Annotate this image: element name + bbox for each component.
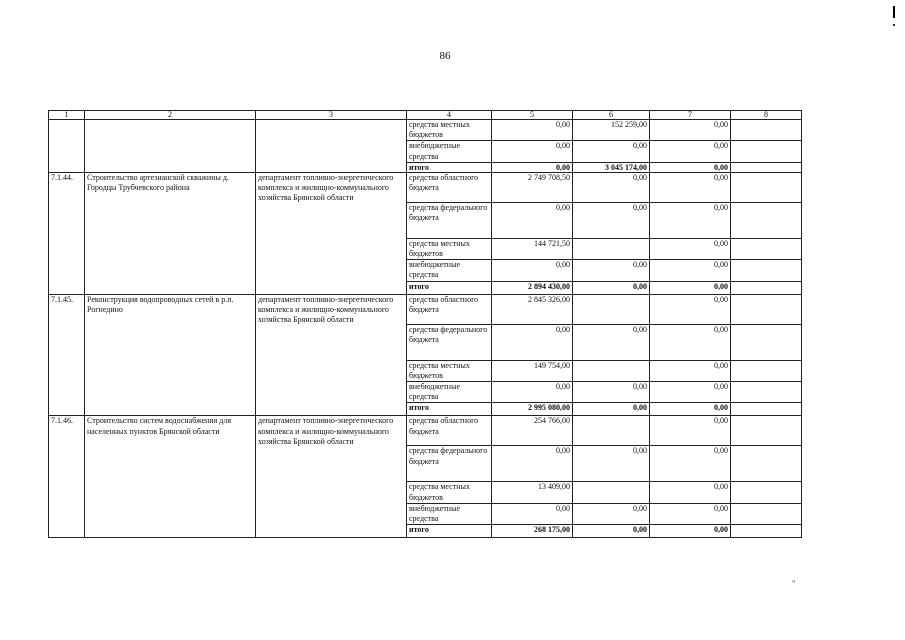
project-name: Строительство систем водоснабжения для населенных пунктов Брянской области: [85, 416, 256, 538]
col8-cell: [731, 324, 802, 360]
funding-source: внебюджетные средства: [407, 382, 492, 403]
amount-col5: 268 175,00: [492, 525, 573, 538]
amount-col7: 0,00: [650, 403, 731, 416]
funding-source: средства местных бюджетов: [407, 120, 492, 141]
name-cell: [85, 120, 256, 173]
amount-col5: 144 721,50: [492, 238, 573, 259]
amount-col5: 149 754,00: [492, 360, 573, 381]
amount-col6: [573, 238, 650, 259]
amount-col7: 0,00: [650, 120, 731, 141]
amount-col5: 254 766,00: [492, 416, 573, 446]
amount-col7: 0,00: [650, 446, 731, 482]
scan-mark: [893, 6, 895, 18]
code-cell: [49, 120, 85, 173]
closing-quote: ": [792, 579, 796, 588]
amount-col5: 0,00: [492, 162, 573, 172]
scan-dot: [893, 24, 895, 26]
funding-source: итого: [407, 403, 492, 416]
header-cell: 2: [85, 111, 256, 120]
amount-col5: 2 894 430,00: [492, 281, 573, 294]
col8-cell: [731, 281, 802, 294]
col8-cell: [731, 141, 802, 162]
amount-col7: 0,00: [650, 281, 731, 294]
amount-col6: 3 045 174,00: [573, 162, 650, 172]
col8-cell: [731, 382, 802, 403]
amount-col7: 0,00: [650, 382, 731, 403]
amount-col6: 152 259,00: [573, 120, 650, 141]
amount-col7: 0,00: [650, 503, 731, 524]
amount-col6: [573, 294, 650, 324]
project-code: 7.1.45.: [49, 294, 85, 416]
amount-col5: 2 845 326,00: [492, 294, 573, 324]
funding-source: средства областного бюджета: [407, 416, 492, 446]
amount-col7: 0,00: [650, 482, 731, 503]
budget-table: [48, 110, 802, 538]
col8-cell: [731, 120, 802, 141]
funding-source: средства местных бюджетов: [407, 482, 492, 503]
amount-col7: 0,00: [650, 172, 731, 202]
col8-cell: [731, 360, 802, 381]
header-cell: 6: [573, 111, 650, 120]
amount-col5: 0,00: [492, 503, 573, 524]
col8-cell: [731, 162, 802, 172]
amount-col6: 0,00: [573, 382, 650, 403]
amount-col6: 0,00: [573, 281, 650, 294]
col8-cell: [731, 172, 802, 202]
amount-col5: 0,00: [492, 260, 573, 281]
amount-col6: 0,00: [573, 324, 650, 360]
amount-col7: 0,00: [650, 260, 731, 281]
amount-col5: 0,00: [492, 202, 573, 238]
funding-source: средства областного бюджета: [407, 294, 492, 324]
amount-col7: 0,00: [650, 360, 731, 381]
funding-source: итого: [407, 281, 492, 294]
header-cell: 1: [49, 111, 85, 120]
amount-col5: 0,00: [492, 324, 573, 360]
funding-source: итого: [407, 525, 492, 538]
amount-col7: 0,00: [650, 202, 731, 238]
amount-col6: 0,00: [573, 141, 650, 162]
col8-cell: [731, 525, 802, 538]
executor-cell: [256, 120, 407, 173]
funding-source: средства областного бюджета: [407, 172, 492, 202]
funding-source: внебюджетные средства: [407, 141, 492, 162]
project-name: Реконструкция водопроводных сетей в р.п. Рогнедино: [85, 294, 256, 416]
table-row: [49, 416, 802, 446]
amount-col7: 0,00: [650, 162, 731, 172]
col8-cell: [731, 416, 802, 446]
col8-cell: [731, 260, 802, 281]
funding-source: внебюджетные средства: [407, 260, 492, 281]
project-code: 7.1.46.: [49, 416, 85, 538]
amount-col6: 0,00: [573, 172, 650, 202]
funding-source: средства местных бюджетов: [407, 238, 492, 259]
project-executor: департамент топливно-энергетического комплекса и жилищно-коммунального хозяйства Брянской области: [256, 172, 407, 294]
col8-cell: [731, 202, 802, 238]
col8-cell: [731, 482, 802, 503]
header-cell: 4: [407, 111, 492, 120]
amount-col6: 0,00: [573, 403, 650, 416]
amount-col7: 0,00: [650, 525, 731, 538]
page-number: 86: [439, 50, 451, 62]
amount-col7: 0,00: [650, 324, 731, 360]
col8-cell: [731, 294, 802, 324]
col8-cell: [731, 503, 802, 524]
amount-col6: 0,00: [573, 260, 650, 281]
col8-cell: [731, 446, 802, 482]
amount-col6: 0,00: [573, 202, 650, 238]
funding-source: средства местных бюджетов: [407, 360, 492, 381]
project-name: Строительство артезианской скважины д. Городцы Трубчевского района: [85, 172, 256, 294]
amount-col6: [573, 482, 650, 503]
amount-col5: 0,00: [492, 141, 573, 162]
amount-col5: 0,00: [492, 446, 573, 482]
table-row: [49, 120, 802, 141]
col8-cell: [731, 403, 802, 416]
header-cell: 3: [256, 111, 407, 120]
header-row: [49, 111, 802, 120]
amount-col7: 0,00: [650, 416, 731, 446]
funding-source: средства федерального бюджета: [407, 446, 492, 482]
amount-col6: [573, 360, 650, 381]
amount-col7: 0,00: [650, 294, 731, 324]
header-cell: 7: [650, 111, 731, 120]
table-row: [49, 294, 802, 324]
funding-source: итого: [407, 162, 492, 172]
project-code: 7.1.44.: [49, 172, 85, 294]
funding-source: средства федерального бюджета: [407, 324, 492, 360]
project-executor: департамент топливно-энергетического комплекса и жилищно-коммунального хозяйства Брянской области: [256, 294, 407, 416]
amount-col5: 2 995 080,00: [492, 403, 573, 416]
amount-col5: 13 409,00: [492, 482, 573, 503]
amount-col6: 0,00: [573, 446, 650, 482]
funding-source: средства федерального бюджета: [407, 202, 492, 238]
amount-col7: 0,00: [650, 238, 731, 259]
header-cell: 8: [731, 111, 802, 120]
amount-col6: 0,00: [573, 525, 650, 538]
col8-cell: [731, 238, 802, 259]
amount-col5: 0,00: [492, 120, 573, 141]
amount-col6: [573, 416, 650, 446]
amount-col5: 2 749 708,50: [492, 172, 573, 202]
amount-col7: 0,00: [650, 141, 731, 162]
table-row: [49, 172, 802, 202]
amount-col5: 0,00: [492, 382, 573, 403]
header-cell: 5: [492, 111, 573, 120]
project-executor: департамент топливно-энергетического комплекса и жилищно-коммунального хозяйства Брянской области: [256, 416, 407, 538]
funding-source: внебюджетные средства: [407, 503, 492, 524]
amount-col6: 0,00: [573, 503, 650, 524]
